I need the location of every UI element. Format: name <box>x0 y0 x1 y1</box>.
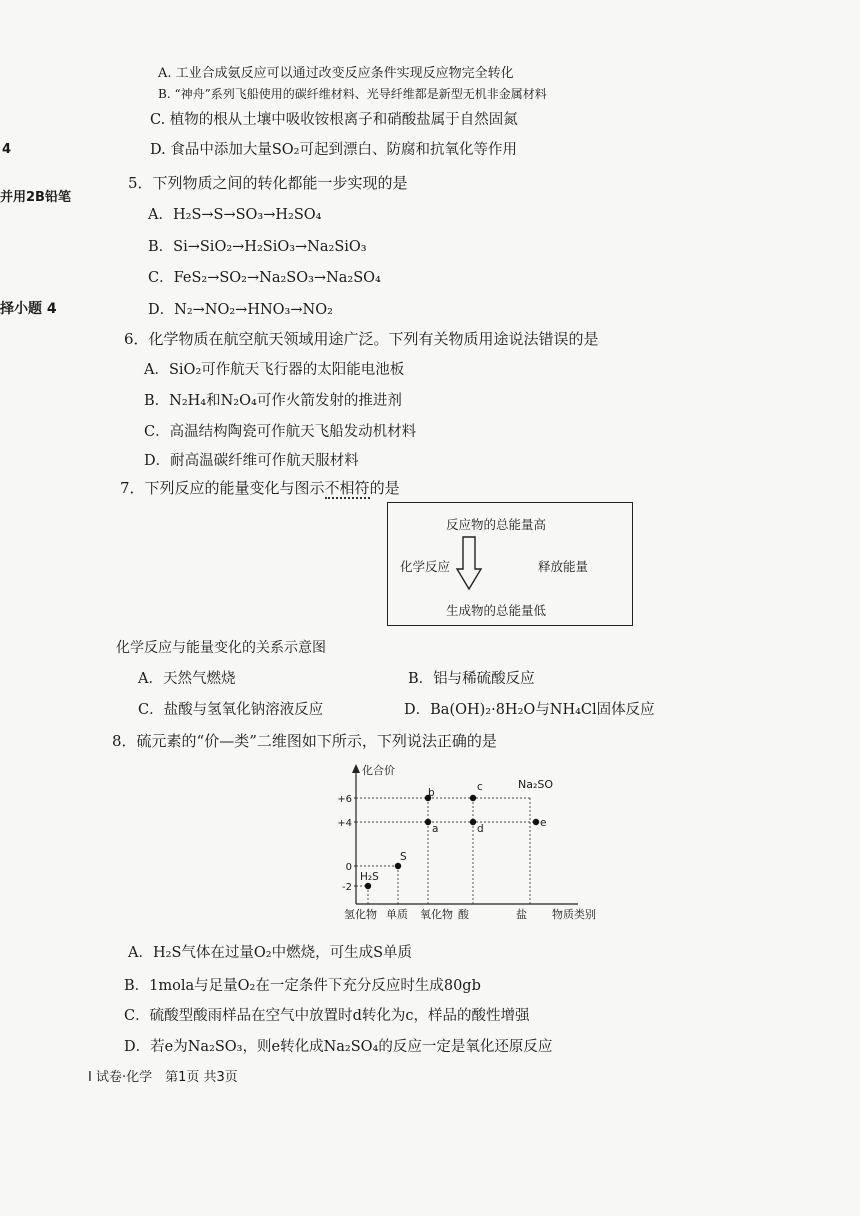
point-label-6: e <box>540 817 547 829</box>
point-label-4: c <box>477 781 483 793</box>
q7-stem: 7．下列反应的能量变化与图示不相符的是 <box>120 479 400 497</box>
y-axis-label: 化合价 <box>362 764 395 777</box>
q4-option-c: C. 植物的根从土壤中吸收铵根离子和硝酸盐属于自然固氮 <box>150 112 518 128</box>
y-tick-label-3: -2 <box>342 882 352 893</box>
margin-note-1: 4 <box>2 142 12 157</box>
down-arrow-icon <box>455 535 483 591</box>
x-tick-label-1: 单质 <box>386 908 408 921</box>
energy-diagram-caption: 化学反应与能量变化的关系示意图 <box>116 640 326 656</box>
x-tick-label-3: 酸 <box>458 908 469 921</box>
q8-option-a: A．H₂S气体在过量O₂中燃烧，可生成S单质 <box>128 945 413 961</box>
q7-option-a: A．天然气燃烧 <box>138 671 236 687</box>
x-tick-label-0: 氢化物 <box>344 908 377 921</box>
point-4 <box>470 795 476 801</box>
point-6 <box>533 819 539 825</box>
x-tick-label-2: 氧化物 <box>420 908 453 921</box>
x-axis-label: 物质类别 <box>552 908 596 921</box>
q5-option-b: B．Si→SiO₂→H₂SiO₃→Na₂SiO₃ <box>148 239 367 255</box>
q5-stem: 5．下列物质之间的转化都能一步实现的是 <box>128 174 408 192</box>
margin-note-2: 并用2B铅笔 <box>0 190 71 205</box>
page-footer: I 试卷·化学 第1页 共3页 <box>88 1070 238 1085</box>
x-tick-label-4: 盐 <box>516 908 527 921</box>
energy-diagram-right: 释放能量 <box>538 559 589 574</box>
energy-diagram-bottom: 生成物的总能量低 <box>446 603 547 618</box>
q6-option-b: B．N₂H₄和N₂O₄可作火箭发射的推进剂 <box>144 393 402 409</box>
energy-diagram-top: 反应物的总能量高 <box>446 517 547 532</box>
y-tick-label-0: +6 <box>337 794 352 805</box>
q7-option-d: D．Ba(OH)₂·8H₂O与NH₄Cl固体反应 <box>404 702 655 718</box>
q5-option-c: C．FeS₂→SO₂→Na₂SO₃→Na₂SO₄ <box>148 270 381 286</box>
point-1 <box>395 863 401 869</box>
energy-diagram <box>387 502 633 626</box>
energy-diagram-left: 化学反应 <box>400 559 451 574</box>
q4-option-b: B. “神舟”系列飞船使用的碳纤维材料、光导纤维都是新型无机非金属材料 <box>158 87 547 101</box>
point-label-3: a <box>432 823 439 835</box>
point-3 <box>425 819 431 825</box>
point-label-5: d <box>477 823 484 835</box>
q6-option-d: D．耐高温碳纤维可作航天服材料 <box>144 453 359 469</box>
margin-note-3: 择小题 4 <box>0 301 57 317</box>
q8-stem: 8．硫元素的“价—类”二维图如下所示，下列说法正确的是 <box>112 732 497 750</box>
q6-stem: 6．化学物质在航空航天领域用途广泛。下列有关物质用途说法错误的是 <box>124 330 599 348</box>
y-tick-label-2: 0 <box>345 862 352 873</box>
q8-option-b: B．1mola与足量O₂在一定条件下充分反应时生成80gb <box>124 978 481 994</box>
q7-stem-emphasis: 不相符 <box>324 479 370 497</box>
y-tick-label-1: +4 <box>337 818 352 829</box>
point-0 <box>365 883 371 889</box>
q6-option-a: A．SiO₂可作航天飞行器的太阳能电池板 <box>144 362 405 378</box>
valence-class-chart <box>330 756 610 928</box>
q7-option-c: C．盐酸与氢氧化钠溶液反应 <box>138 702 324 718</box>
q5-option-d: D．N₂→NO₂→HNO₃→NO₂ <box>148 302 333 318</box>
point-label-1: S <box>400 851 407 863</box>
q8-option-d: D．若e为Na₂SO₃，则e转化成Na₂SO₄的反应一定是氧化还原反应 <box>124 1039 553 1055</box>
q8-option-c: C．硫酸型酸雨样品在空气中放置时d转化为c，样品的酸性增强 <box>124 1008 530 1024</box>
q7-option-b: B．铝与稀硫酸反应 <box>408 671 535 687</box>
q6-option-c: C．高温结构陶瓷可作航天飞船发动机材料 <box>144 424 417 440</box>
q4-option-d: D. 食品中添加大量SO₂可起到漂白、防腐和抗氧化等作用 <box>150 142 517 158</box>
chart-annotation: Na₂SO <box>518 778 554 791</box>
y-axis-arrow-icon <box>352 764 360 773</box>
point-5 <box>470 819 476 825</box>
q5-option-a: A．H₂S→S→SO₃→H₂SO₄ <box>148 207 322 223</box>
point-label-2: b <box>428 787 435 799</box>
q4-option-a: A. 工业合成氨反应可以通过改变反应条件实现反应物完全转化 <box>158 66 514 81</box>
point-label-0: H₂S <box>360 871 379 883</box>
